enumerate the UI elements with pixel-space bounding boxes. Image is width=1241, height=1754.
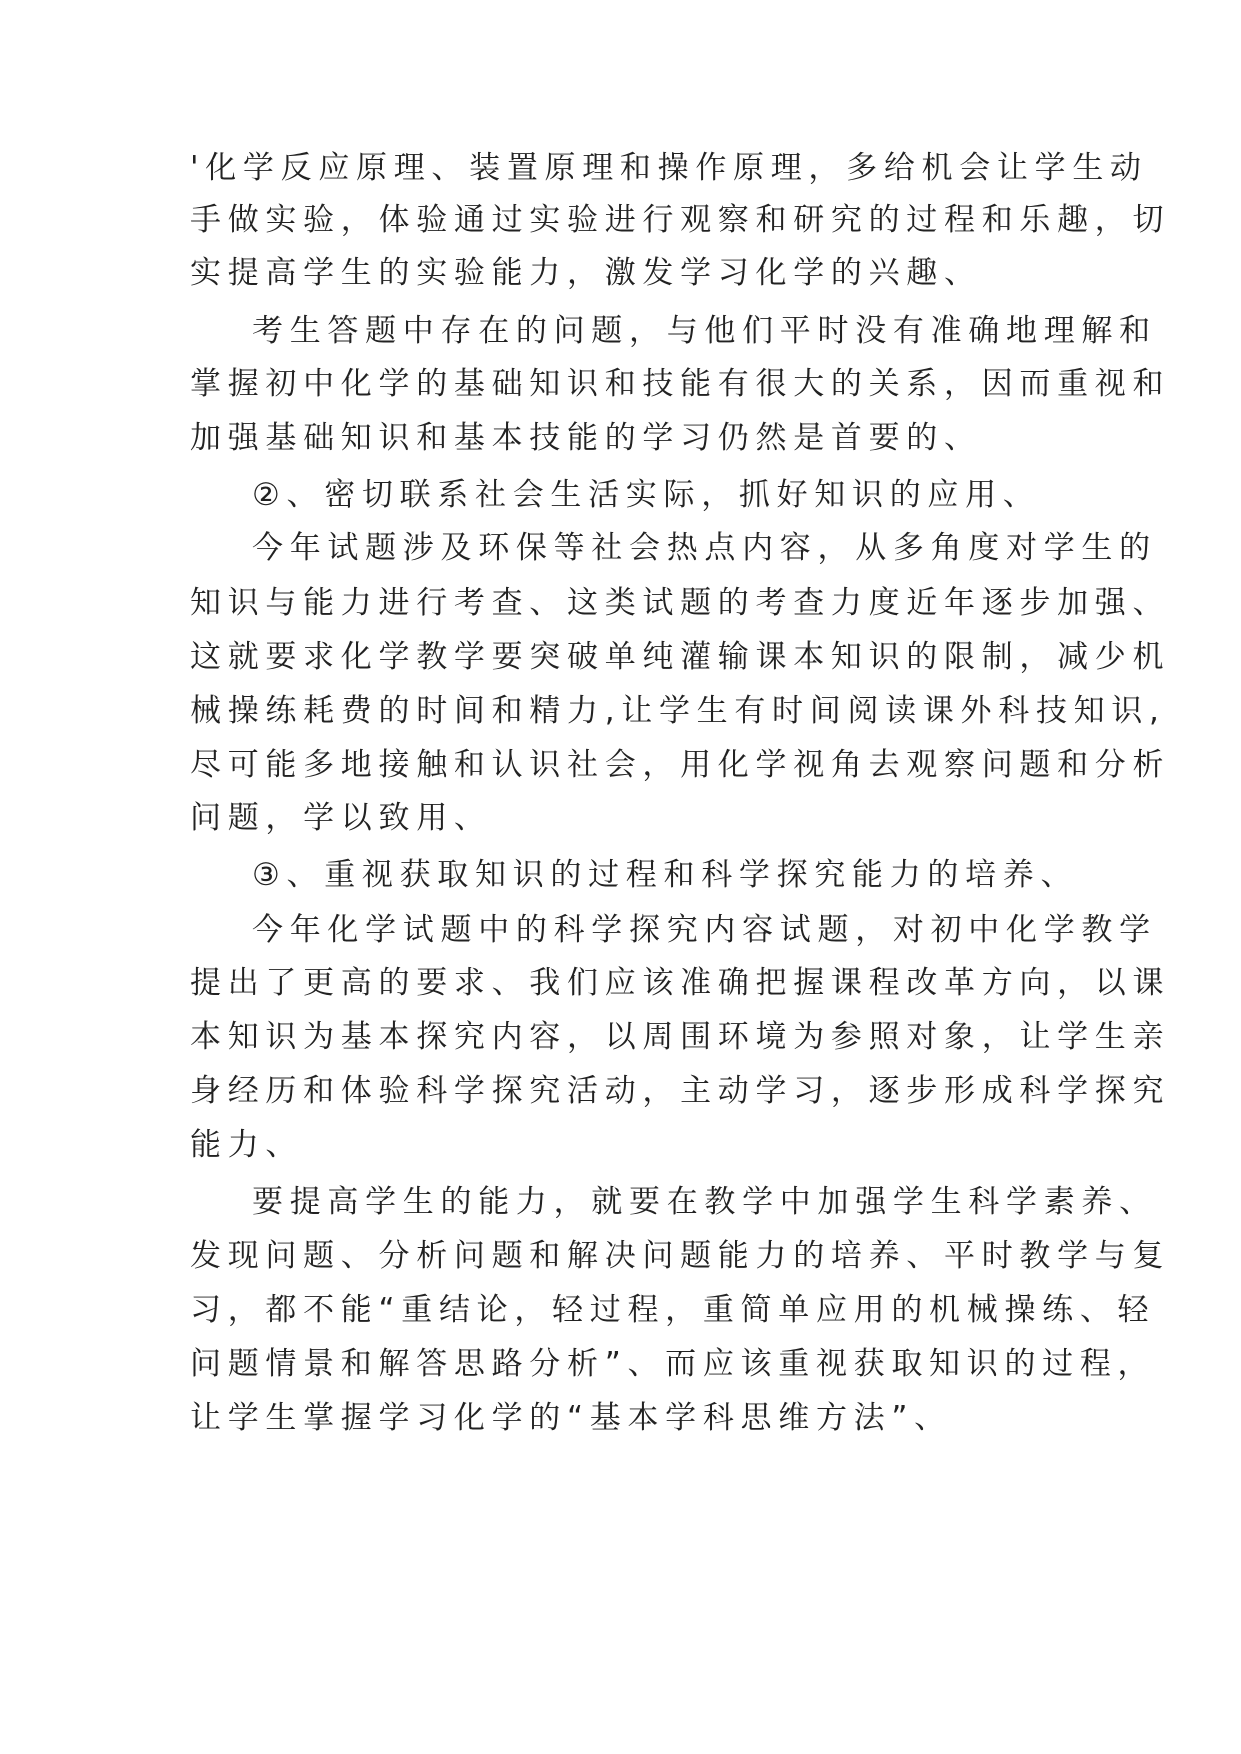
text-line: 知识与能力进行考查、这类试题的考查力度近年逐步加强、 — [190, 585, 1171, 621]
text-line: 问题情景和解答思路分析”、而应该重视获取知识的过程， — [190, 1346, 1156, 1382]
text-line: 身经历和体验科学探究活动，主动学习，逐步形成科学探究 — [190, 1073, 1171, 1109]
text-line: 加强基础知识和基本技能的学习仍然是首要的、 — [190, 420, 982, 456]
text-line: 能力、 — [190, 1127, 304, 1163]
text-line: 习，都不能“重结论，轻过程，重简单应用的机械操练、轻 — [190, 1292, 1156, 1328]
text-line: 今年化学试题中的科学探究内容试题，对初中化学教学 — [252, 912, 1157, 948]
text-line: 问题，学以致用、 — [190, 800, 492, 836]
text-line: 本知识为基本探究内容，以周围环境为参照对象，让学生亲 — [190, 1019, 1171, 1055]
list-heading: ③、重视获取知识的过程和科学探究能力的培养、 — [252, 857, 1079, 893]
text-line: 考生答题中存在的问题，与他们平时没有准确地理解和 — [252, 313, 1157, 349]
text-line: 发现问题、分析问题和解决问题能力的培养、平时教学与复 — [190, 1238, 1171, 1274]
text-line: 械操练耗费的时间和精力,让学生有时间阅读课外科技知识, — [190, 693, 1166, 729]
text-line: '化学反应原理、装置原理和操作原理，多给机会让学生动 — [190, 150, 1148, 186]
text-line: 这就要求化学教学要突破单纯灌输课本知识的限制，减少机 — [190, 639, 1171, 675]
text-line: 掌握初中化学的基础知识和技能有很大的关系，因而重视和 — [190, 366, 1171, 402]
text-line: 实提高学生的实验能力，激发学习化学的兴趣、 — [190, 255, 982, 291]
list-heading: ②、密切联系社会生活实际，抓好知识的应用、 — [252, 477, 1041, 513]
text-line: 今年试题涉及环保等社会热点内容，从多角度对学生的 — [252, 530, 1157, 566]
text-line: 让学生掌握学习化学的“基本学科思维方法”、 — [190, 1400, 952, 1436]
text-line: 尽可能多地接触和认识社会，用化学视角去观察问题和分析 — [190, 747, 1171, 783]
text-line: 手做实验，体验通过实验进行观察和研究的过程和乐趣，切 — [190, 202, 1171, 238]
text-line: 要提高学生的能力，就要在教学中加强学生科学素养、 — [252, 1184, 1157, 1220]
text-line: 提出了更高的要求、我们应该准确把握课程改革方向，以课 — [190, 965, 1171, 1001]
